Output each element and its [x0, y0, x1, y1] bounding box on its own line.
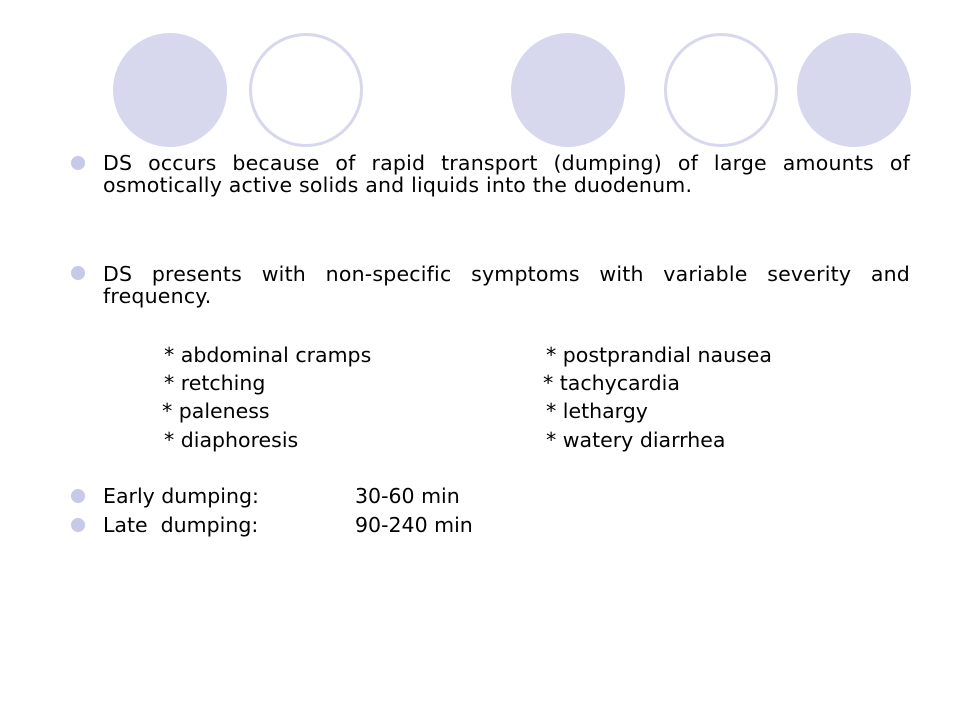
symptom-item: * lethargy [546, 399, 648, 423]
bullet-text-mechanism: DS occurs because of rapid transport (dumping) of large amounts of osmotically active solids and liquids into the duodenum. [103, 151, 910, 197]
late-dumping-value: 90-240 min [355, 513, 473, 537]
symptom-item: * paleness [162, 399, 270, 423]
symptom-item: * postprandial nausea [546, 343, 772, 367]
symptom-item: * retching [164, 371, 266, 395]
early-dumping-value: 30-60 min [355, 484, 460, 508]
bullet-text-symptoms: DS presents with non-specific symptoms with variable severity and frequency. [103, 262, 910, 308]
decor-circle-filled-1 [113, 33, 227, 147]
decor-circle-filled-3 [797, 33, 911, 147]
bullet-dot-icon [71, 489, 85, 503]
bullet-dot-icon [71, 266, 85, 280]
early-dumping-label: Early dumping: [103, 484, 259, 508]
symptom-item: * abdominal cramps [164, 343, 372, 367]
decor-circle-ring-2 [664, 33, 778, 147]
symptom-item: * watery diarrhea [546, 428, 726, 452]
decor-circle-filled-2 [511, 33, 625, 147]
late-dumping-label: Late dumping: [103, 513, 259, 537]
decor-circle-ring-1 [249, 33, 363, 147]
symptom-item: * tachycardia [543, 371, 680, 395]
bullet-dot-icon [71, 518, 85, 532]
symptom-item: * diaphoresis [164, 428, 299, 452]
bullet-dot-icon [71, 156, 85, 170]
